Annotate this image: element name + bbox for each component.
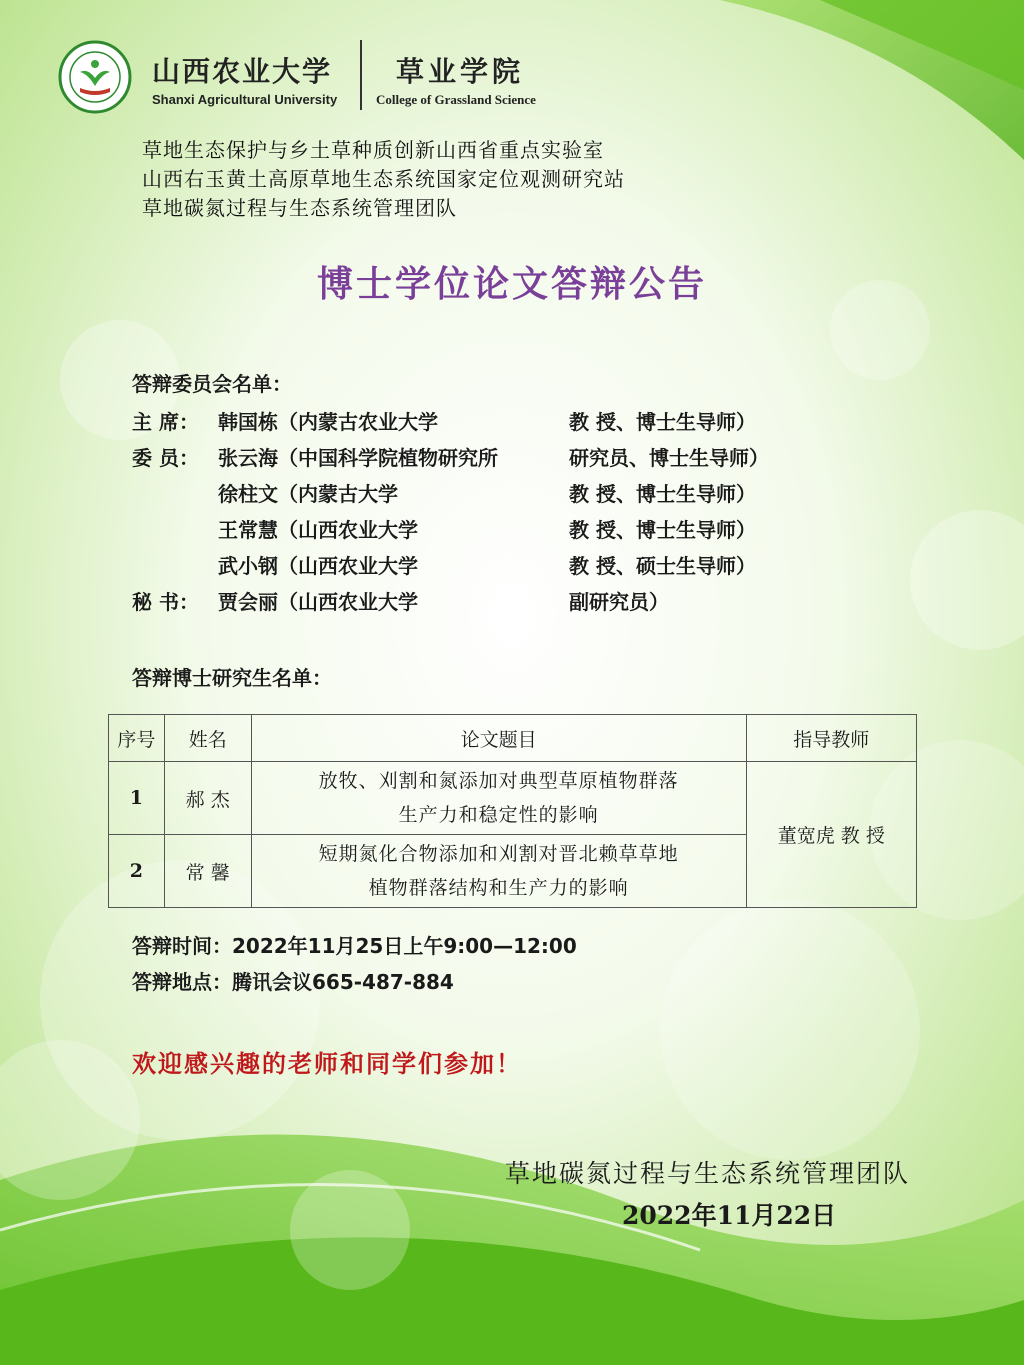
organization-list xyxy=(142,136,625,223)
college-name-en: College of Grassland Science xyxy=(376,92,536,107)
column-header: 指导教师 xyxy=(746,715,916,762)
committee-name: 贾会丽（山西农业大学 xyxy=(218,590,418,614)
committee-role: 委 员： xyxy=(132,446,199,470)
committee-rank: 教 授、硕士生导师） xyxy=(569,554,756,578)
committee-name: 武小钢（山西农业大学 xyxy=(218,554,418,578)
advisor: 董宽虎 教 授 xyxy=(746,762,916,908)
organization-item: 草地碳氮过程与生态系统管理团队 xyxy=(142,196,457,220)
column-header: 姓名 xyxy=(164,715,251,762)
announcement-title: 博士学位论文答辩公告 xyxy=(316,263,707,305)
thesis-title-line: 生产力和稳定性的影响 xyxy=(398,804,599,826)
organization-item: 山西右玉黄土高原草地生态系统国家定位观测研究站 xyxy=(142,167,625,191)
student-name: 郝 杰 xyxy=(164,762,251,835)
committee-role: 主 席： xyxy=(132,410,199,434)
signature-date: 2022年11月22日 xyxy=(622,1201,837,1230)
committee-role: 秘 书： xyxy=(132,590,199,614)
thesis-title-line: 放牧、刈割和氮添加对典型草原植物群落 xyxy=(318,770,679,792)
defense-time: 答辩时间：2022年11月25日上午9:00—12:00 xyxy=(132,934,577,958)
university-name-cn: 山西农业大学 xyxy=(152,55,333,88)
committee-rank: 教 授、博士生导师） xyxy=(569,518,756,542)
committee-rank: 教 授、博士生导师） xyxy=(569,410,756,434)
column-header: 论文题目 xyxy=(251,715,746,762)
welcome-message: 欢迎感兴趣的老师和同学们参加！ xyxy=(132,1049,522,1078)
student-number: 1 xyxy=(109,762,165,835)
committee-rank: 副研究员） xyxy=(569,590,669,614)
signature-team: 草地碳氮过程与生态系统管理团队 xyxy=(505,1159,911,1188)
thesis-title-line: 植物群落结构和生产力的影响 xyxy=(368,877,629,899)
committee-name: 王常慧（山西农业大学 xyxy=(218,518,418,542)
column-header: 序号 xyxy=(109,715,165,762)
committee-rank: 教 授、博士生导师） xyxy=(569,482,756,506)
table-row xyxy=(109,762,917,835)
students-heading: 答辩博士研究生名单： xyxy=(132,666,332,690)
defense-place: 答辩地点：腾讯会议665-487-884 xyxy=(132,970,454,994)
organization-item: 草地生态保护与乡土草种质创新山西省重点实验室 xyxy=(142,138,604,162)
committee-name: 张云海（中国科学院植物研究所 xyxy=(218,446,498,470)
university-seal-icon xyxy=(58,40,132,114)
committee-name: 韩国栋（内蒙古农业大学 xyxy=(218,410,438,434)
student-number: 2 xyxy=(109,835,165,908)
thesis-title xyxy=(251,835,746,908)
university-name-en: Shanxi Agricultural University xyxy=(152,92,338,107)
committee-heading: 答辩委员会名单： xyxy=(132,372,292,396)
students-table xyxy=(108,714,917,908)
header-divider xyxy=(360,40,362,110)
table-header-row xyxy=(109,715,917,762)
thesis-title-line: 短期氮化合物添加和刈割对晋北赖草草地 xyxy=(318,843,679,865)
thesis-title xyxy=(251,762,746,835)
committee-name: 徐柱文（内蒙古大学 xyxy=(218,482,398,506)
committee-rank: 研究员、博士生导师） xyxy=(569,446,769,470)
student-name: 常 馨 xyxy=(164,835,251,908)
college-name-cn: 草业学院 xyxy=(396,55,525,88)
